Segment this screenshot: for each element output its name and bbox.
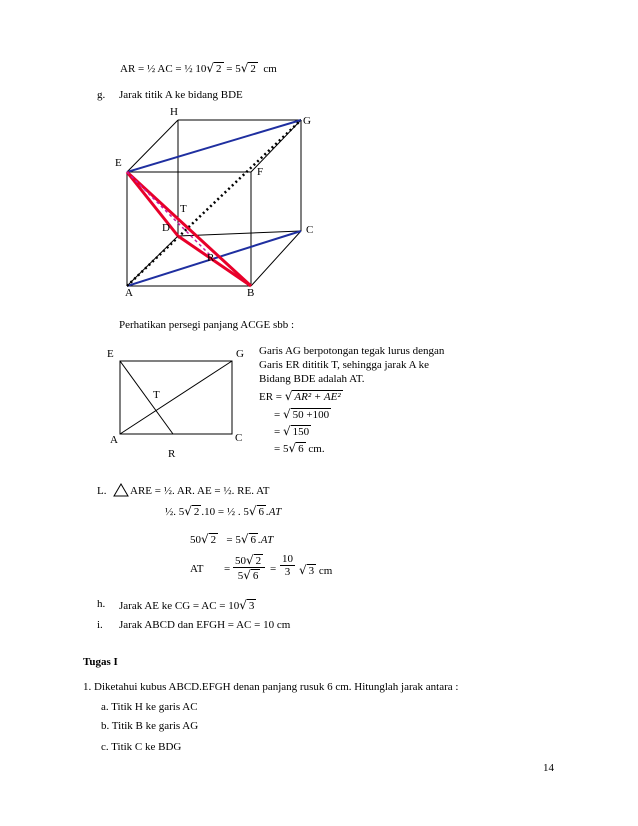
label-d: D: [162, 222, 170, 234]
label-g: G: [303, 115, 311, 127]
rect-label-e: E: [107, 348, 114, 360]
tugas-item-b: b. Titik B ke garis AG: [101, 720, 199, 732]
ar-line: AR = ½ AC = ½ 10√ 2 = 5√ 2 cm: [120, 61, 277, 75]
tugas-item-a: a. Titik H ke garis AC: [101, 701, 198, 713]
fraction-2: $\frac{10}{3}$: [282, 553, 293, 578]
item-i-label: i.: [97, 619, 103, 631]
rect-label-g: G: [236, 348, 244, 360]
area-line-3: 50√ 2 = 5√ 6 .AT: [190, 532, 274, 546]
explain-line-2: Garis ER dititik T, sehingga jarak A ke: [259, 359, 430, 371]
item-g-label: g.: [97, 89, 106, 101]
edge-ed: [127, 172, 178, 236]
explain-line-1: Garis AG berpotongan tegak lurus dengan: [259, 345, 445, 357]
item-g-text: Jarak titik A ke bidang BDE: [119, 89, 243, 101]
er-line-1: ER = √ AR² + AE²: [259, 389, 341, 403]
explain-line-3: Bidang BDE adalah AT.: [259, 373, 365, 385]
edge-db: [178, 236, 251, 286]
rect-label-t: T: [153, 389, 160, 401]
area-label-l: L.: [97, 485, 107, 497]
tugas-item-c: c. Titik C ke BDG: [101, 741, 182, 753]
er-line-4: = 5√ 6 cm.: [274, 441, 325, 455]
fraction-1: $\frac{50√ 2}{5√ 6}$: [233, 553, 265, 582]
area-at-label: AT: [190, 563, 204, 575]
area-at-eq2: =: [270, 563, 277, 575]
er-line-3: = √ 150: [274, 424, 310, 438]
label-h: H: [170, 106, 178, 118]
rect-diagonal-ag: [120, 361, 232, 434]
er-line-2: = √ 50 +100: [274, 407, 330, 421]
rect-label-r: R: [168, 448, 176, 460]
label-f: F: [257, 166, 264, 178]
label-e: E: [115, 157, 122, 169]
tugas-question-1: 1. Diketahui kubus ABCD.EFGH denan panjang rusuk 6 cm. Hitunglah jarak antara :: [83, 681, 459, 693]
perhatikan-text: Perhatikan persegi panjang ACGE sbb :: [119, 319, 295, 331]
item-i-text: Jarak ABCD dan EFGH = AC = 10 cm: [119, 619, 291, 631]
area-at-eq1: =: [224, 563, 231, 575]
tugas-title: Tugas I: [83, 656, 118, 668]
item-h-label: h.: [97, 598, 106, 610]
area-line-2: ½. 5√ 2 .10 = ½ . 5√ 6 .AT: [165, 504, 282, 518]
item-h-text: Jarak AE ke CG = AC = 10√ 3: [119, 598, 255, 612]
triangle-symbol-icon: [114, 484, 128, 496]
label-a: A: [125, 287, 133, 299]
page-number: 14: [543, 762, 554, 774]
area-at-root: √ 3 cm: [299, 563, 333, 577]
rect-segment-er: [120, 361, 173, 434]
label-r: R: [207, 252, 215, 264]
rect-label-c: C: [235, 432, 243, 444]
label-c: C: [306, 224, 314, 236]
rect-label-a: A: [110, 434, 118, 446]
label-t: T: [180, 203, 187, 215]
label-b: B: [247, 287, 255, 299]
area-line-1: ARE = ½. AR. AE = ½. RE. AT: [130, 485, 270, 497]
